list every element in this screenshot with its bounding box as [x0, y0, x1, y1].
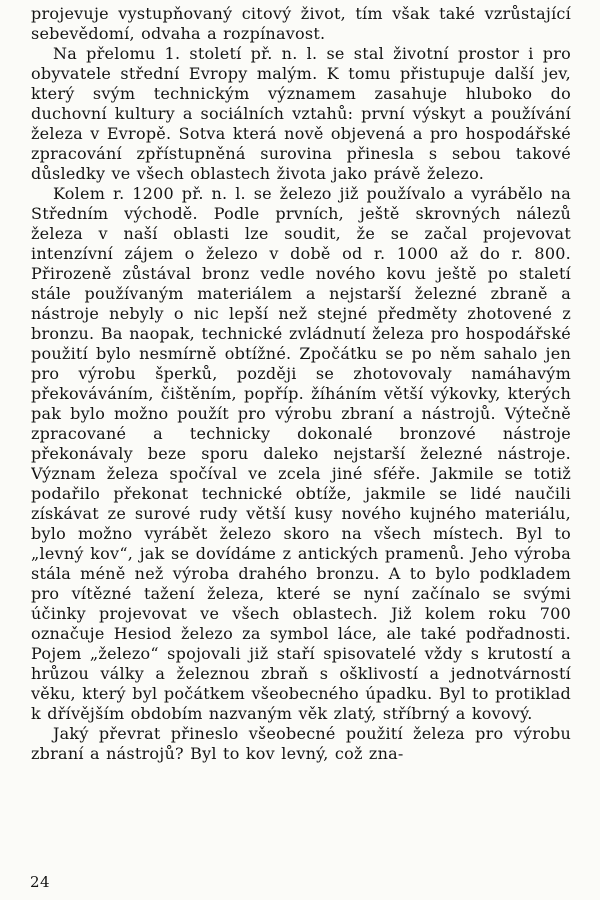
page-number: 24: [30, 873, 50, 891]
paragraph-continuation: projevuje vystupňovaný citový život, tím však také vzrůstající sebevědomí, odvaha a rozpínavost.: [31, 4, 571, 43]
paragraph: Na přelomu 1. století př. n. l. se stal životní prostor i pro obyvatele střední Evropy malým. K tomu přistupuje další jev, který svým technickým významem zasahuje hluboko do duchovní kultury a sociálních vztahů: první výskyt a používání železa v Evropě. Sotva která nově objevená a pro hospodářské zpracování zpřístupněná surovina přinesla s sebou takové důsledky ve všech oblastech života jako právě železo.: [31, 44, 571, 183]
body-text: [31, 4, 571, 866]
paragraph: Kolem r. 1200 př. n. l. se železo již používalo a vyrábělo na Středním východě. Podle prvních, ještě skrovných nálezů železa v naší oblasti lze soudit, že se začal projevovat intenzívní zájem o železo v době od r. 1000 až do r. 800. Přirozeně zůstával bronz vedle nového kovu ještě po staletí stále používaným materiálem a nejstarší železné zbraně a nástroje nebyly o nic lepší než stejné předměty zhotovené z bronzu. Ba naopak, technické zvládnutí železa pro hospodářské použití bylo nesmírně obtížné. Zpočátku se po něm sahalo jen pro výrobu šperků, později se zhotovovaly namáhavým překováváním, čištěním, popříp. žíháním větší výkovky, kterých pak bylo možno použít pro výrobu zbraní a nástrojů. Výtečně zpracované a technicky dokonalé bronzové nástroje překonávaly beze sporu daleko nejstarší železné nástroje. Význam železa spočíval ve zcela jiné sféře. Jakmile se totiž podařilo překonat technické obtíže, jakmile se lidé naučili získávat ze surové rudy větší kusy nového kujného materiálu, bylo možno vyrábět železo skoro na všech místech. Byl to „levný kov“, jak se dovídáme z antických pramenů. Jeho výroba stála méně než výroba drahého bronzu. A to bylo podkladem pro vítězné tažení železa, které se nyní začínalo se svými účinky projevovat ve všech oblastech. Již kolem roku 700 označuje Hesiod železo za symbol láce, ale také podřadnosti. Pojem „železo“ spojovali již staří spisovatelé vždy s krutostí a hrůzou války a železnou zbraň s ošklivostí a jednotvárností věku, který byl počátkem všeobecného úpadku. Byl to protiklad k dřívějším obdobím nazvaným věk zlatý, stříbrný a kovový.: [31, 184, 571, 723]
paragraph: Jaký převrat přineslo všeobecné použití železa pro výrobu zbraní a nástrojů? Byl to kov levný, což zna-: [31, 724, 571, 763]
